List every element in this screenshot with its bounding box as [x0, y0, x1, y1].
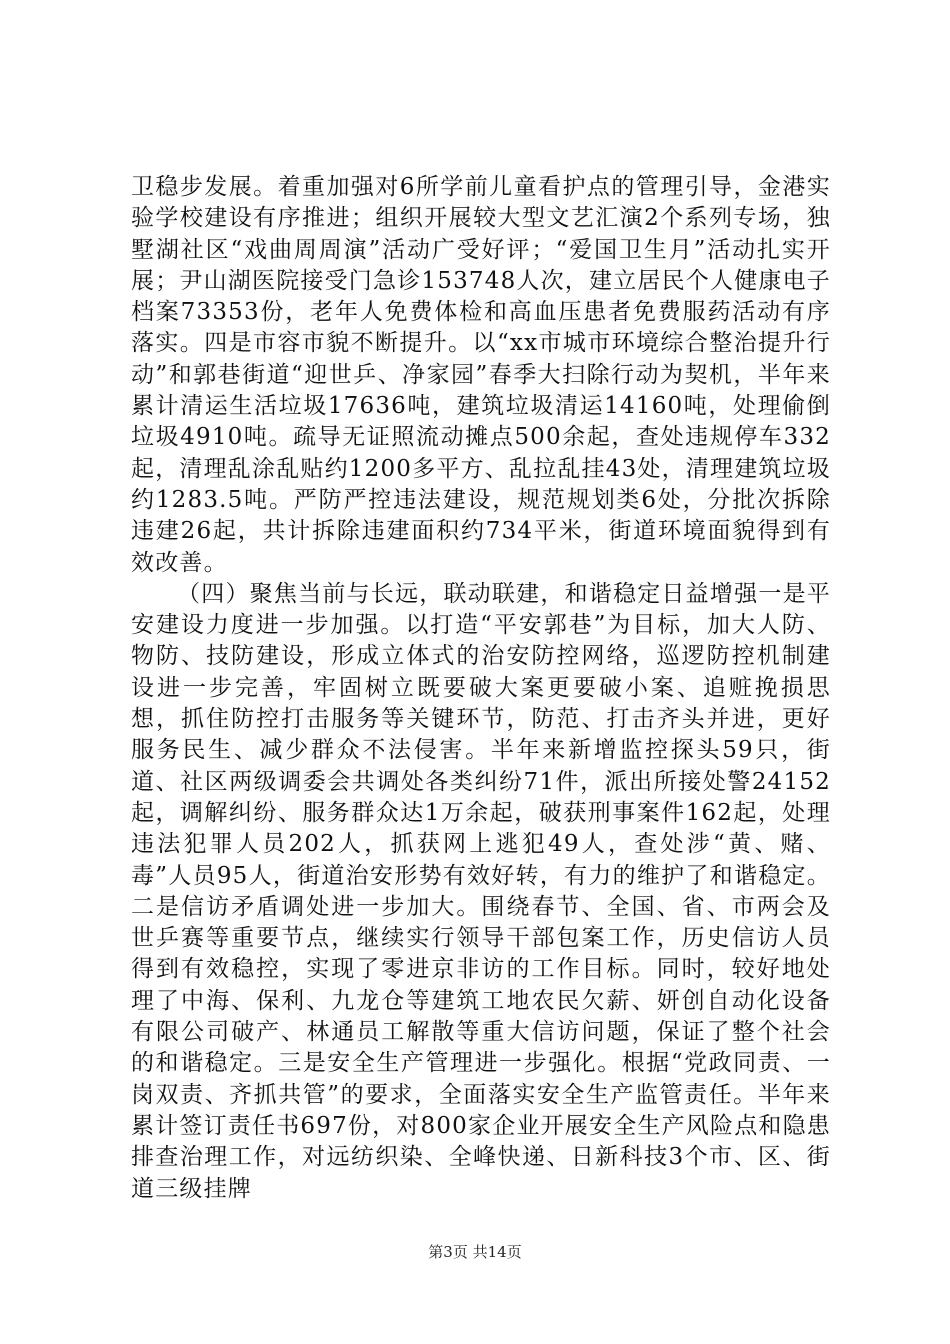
document-body: [131, 172, 831, 1205]
paragraph-2: （四）聚焦当前与长远，联动联建，和谐稳定日益增强一是平安建设力度进一步加强。以打造“平安郭巷”为目标，加大人防、物防、技防建设，形成立体式的治安防控网络，巡逻防控机制建设进一步完善，牢固树立既要破大案更要破小案、追赃挽损思想，抓住防控打击服务等关键环节，防范、打击齐头并进，更好服务民生、减少群众不法侵害。半年来新增监控探头59只，街道、社区两级调委会共调处各类纠纷71件，派出所接处警24152起，调解纠纷、服务群众达1万余起，破获刑事案件162起，处理违法犯罪人员202人，抓获网上逃犯49人，查处涉“黄、赌、毒”人员95人，街道治安形势有效好转，有力的维护了和谐稳定。二是信访矛盾调处进一步加大。围绕春节、全国、省、市两会及世乒赛等重要节点，继续实行领导干部包案工作，历史信访人员得到有效稳控，实现了零进京非访的工作目标。同时，较好地处理了中海、保利、九龙仓等建筑工地农民欠薪、妍创自动化设备有限公司破产、林通员工解散等重大信访问题，保证了整个社会的和谐稳定。三是安全生产管理进一步强化。根据“党政同责、一岗双责、齐抓共管”的要求，全面落实安全生产监管责任。半年来累计签订责任书697份，对800家企业开展安全生产风险点和隐患排查治理工作，对远纺织染、全峰快递、日新科技3个市、区、街道三级挂牌: [131, 580, 831, 1202]
page-footer: 第3页 共14页: [428, 1243, 522, 1261]
paragraph-1: 卫稳步发展。着重加强对6所学前儿童看护点的管理引导，金港实验学校建设有序推进；组织开展较大型文艺汇演2个系列专场，独墅湖社区“戏曲周周演”活动广受好评；“爱国卫生月”活动扎实开展；尹山湖医院接受门急诊153748人次，建立居民个人健康电子档案73353份，老年人免费体检和高血压患者免费服药活动有序落实。四是市容市貌不断提升。以“xx市城市环境综合整治提升行动”和郭巷街道“迎世乒、净家园”春季大扫除行动为契机，半年来累计清运生活垃圾17636吨，建筑垃圾清运14160吨，处理偷倒垃圾4910吨。疏导无证照流动摊点500余起，查处违规停车332起，清理乱涂乱贴约1200多平方、乱拉乱挂43处，清理建筑垃圾约1283.5吨。严防严控违法建设，规范规划类6处，分批次拆除违建26起，共计拆除违建面积约734平米，街道环境面貌得到有效改善。: [131, 174, 831, 576]
